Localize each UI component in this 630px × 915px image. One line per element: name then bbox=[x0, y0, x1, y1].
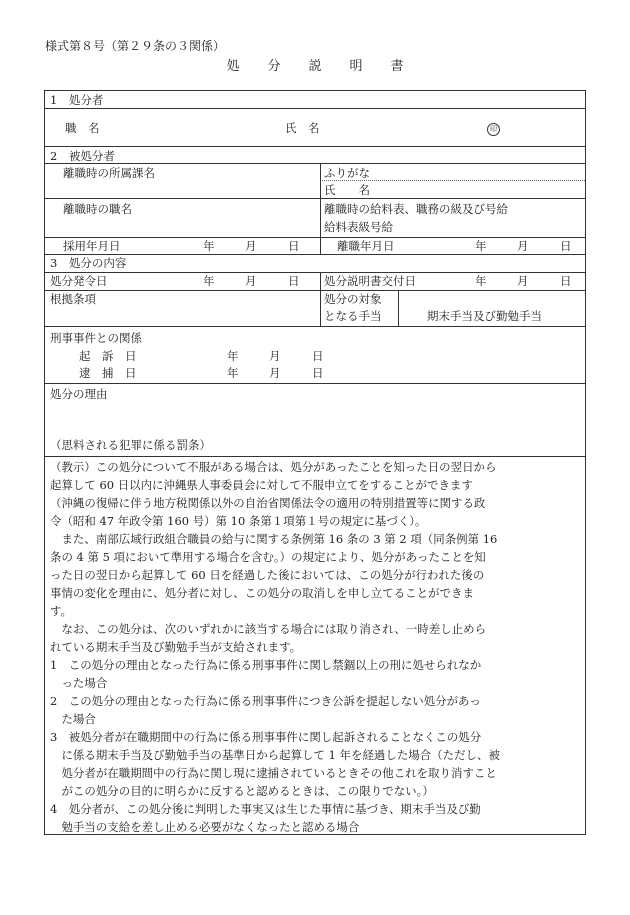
salary-label: 離職時の給料表、職務の級及び号給 bbox=[324, 202, 508, 216]
target-label-1: 処分の対象 bbox=[324, 292, 382, 306]
notice-line: った場合 bbox=[50, 676, 108, 690]
leave-year: 年 bbox=[475, 239, 487, 253]
notice-line: （教示）この処分について不服がある場合は、処分があったことを知った日の翌日から bbox=[50, 460, 497, 474]
notice-line: 3 被処分者が在職期間中の行為に係る刑事事件に関し起訴されることなくこの処分 bbox=[50, 730, 482, 744]
hire-year: 年 bbox=[203, 239, 215, 253]
notice-line: 4 処分者が、この処分後に判明した事実又は生じた事情に基づき、期末手当及び勤 bbox=[50, 802, 481, 816]
notice-line: れている期末手当及び勤勉手当が支給されます。 bbox=[50, 640, 302, 654]
leave-month: 月 bbox=[517, 239, 529, 253]
indict-date-label: 起 訴 日 bbox=[79, 349, 137, 363]
title-char: 説 bbox=[308, 59, 322, 74]
notice-line: 勉手当の支給を差し止める必要がなくなったと認める場合 bbox=[50, 820, 360, 834]
name-label: 氏 名 bbox=[324, 183, 370, 197]
seal-icon: 印 bbox=[487, 123, 500, 136]
arrest-year: 年 bbox=[227, 366, 239, 380]
indict-year: 年 bbox=[227, 349, 239, 363]
arrest-day: 日 bbox=[312, 366, 324, 380]
furigana-label: ふりがな bbox=[324, 166, 370, 180]
notice-line: 2 この処分の理由となった行為に係る刑事事件につき公訴を提起しない処分があっ bbox=[50, 694, 481, 708]
notice-line: また、南部広域行政組合職員の給与に関する条例第 16 条の 3 第 2 項（同条例第 16 bbox=[50, 532, 498, 546]
issue-year: 年 bbox=[203, 274, 215, 288]
delivery-day: 日 bbox=[560, 274, 572, 288]
section1-heading: 1 処分者 bbox=[50, 93, 104, 107]
crime-clause-label: （思料される犯罪に係る罰条） bbox=[50, 438, 211, 452]
title-char: 処 bbox=[226, 59, 240, 74]
title-char: 分 bbox=[267, 59, 281, 74]
notice-line: 起算して 60 日以内に沖縄県人事委員会に対して不服申立てをすることができます bbox=[50, 478, 473, 492]
issuer-title-label: 職 名 bbox=[65, 121, 100, 135]
salary-grade-label: 給料表級号給 bbox=[324, 220, 393, 234]
reason-heading: 処分の理由 bbox=[50, 387, 108, 401]
notice-line: す。 bbox=[50, 604, 73, 618]
notice-line: た場合 bbox=[50, 712, 96, 726]
section3-heading: 3 処分の内容 bbox=[50, 256, 127, 270]
notice-line: った日の翌日から起算して 60 日を経過した後においては、この処分が行われた後の bbox=[50, 568, 485, 582]
leave-day: 日 bbox=[560, 239, 572, 253]
indict-month: 月 bbox=[269, 349, 281, 363]
delivery-month: 月 bbox=[517, 274, 529, 288]
issue-date-label: 処分発令日 bbox=[50, 274, 108, 288]
notice-line: に係る期末手当及び勤勉手当の基準日から起算して 1 年を経過した場合（ただし、被 bbox=[50, 748, 500, 762]
issue-month: 月 bbox=[245, 274, 257, 288]
hire-date-label: 採用年月日 bbox=[63, 239, 121, 253]
target-value: 期末手当及び勤勉手当 bbox=[427, 309, 542, 323]
issue-day: 日 bbox=[288, 274, 300, 288]
dept-label: 離職時の所属課名 bbox=[63, 166, 155, 180]
issuer-name-label: 氏 名 bbox=[285, 121, 320, 135]
arrest-month: 月 bbox=[269, 366, 281, 380]
leave-date-label: 離職年月日 bbox=[337, 239, 395, 253]
title-char: 明 bbox=[349, 59, 363, 74]
notice-line: 条の 4 第 5 項において準用する場合を含む。）の規定により、処分があったことを知 bbox=[50, 550, 486, 564]
delivery-year: 年 bbox=[475, 274, 487, 288]
hire-day: 日 bbox=[288, 239, 300, 253]
seal-mark bbox=[487, 122, 500, 136]
target-label-2: となる手当 bbox=[324, 309, 382, 323]
notice-line: 令（昭和 47 年政令第 160 号）第 10 条第１項第１号の規定に基づく）。 bbox=[50, 514, 427, 528]
document-title bbox=[0, 60, 630, 73]
notice-line: 処分者が在職期間中の行為に関し現に逮捕されているときその他これを取り消すこと bbox=[50, 766, 497, 780]
form-number: 様式第８号（第２９条の３関係） bbox=[45, 39, 226, 53]
disposition-form bbox=[44, 90, 586, 835]
hire-month: 月 bbox=[245, 239, 257, 253]
notice-line: がこの処分の目的に明らかに反すると認めるときは、この限りでない。） bbox=[50, 784, 434, 798]
arrest-date-label: 逮 捕 日 bbox=[79, 366, 137, 380]
notice-line: 1 この処分の理由となった行為に係る刑事事件に関し禁錮以上の刑に処せられなか bbox=[50, 658, 482, 672]
indict-day: 日 bbox=[312, 349, 324, 363]
title-char: 書 bbox=[390, 59, 404, 74]
notice-line: 事情の変化を理由に、処分者に対し、この処分の取消しを申し立てることができま bbox=[50, 586, 474, 600]
delivery-date-label: 処分説明書交付日 bbox=[324, 274, 416, 288]
criminal-heading: 刑事事件との関係 bbox=[50, 331, 142, 345]
notice-line: なお、この処分は、次のいずれかに該当する場合には取り消され、一時差し止めら bbox=[50, 622, 487, 636]
position-label: 離職時の職名 bbox=[63, 202, 132, 216]
notice-line: （沖縄の復帰に伴う地方税関係以外の自治省関係法令の適用の特別措置等に関する政 bbox=[50, 496, 486, 510]
basis-label: 根拠条項 bbox=[50, 292, 96, 306]
section2-heading: 2 被処分者 bbox=[50, 149, 115, 163]
